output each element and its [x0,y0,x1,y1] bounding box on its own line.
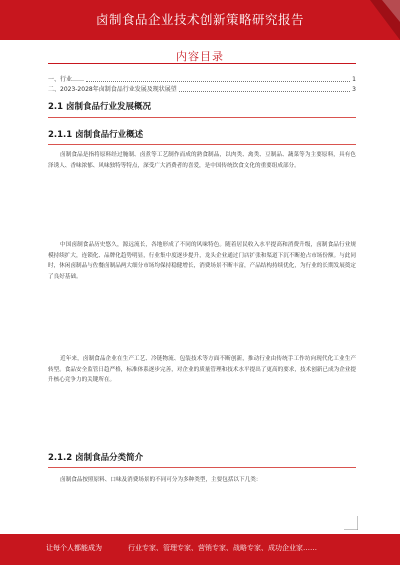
toc-entry[interactable] [48,75,356,84]
toc-entry-label: 二、2023-2028年卤制食品行业发展及现状展望 [48,86,177,93]
report-title: 卤制食品企业技术创新策略研究报告 [95,12,304,27]
report-header-bar [0,0,400,40]
toc-entry[interactable] [48,85,356,94]
page-corner-mark [344,516,358,530]
toc-leader-dots [179,85,350,92]
footer-slogan-text: 行业专家、管理专家、营销专家、战略专家、成功企业家…… [128,544,317,552]
section-divider [48,467,356,468]
toc-entry-label: 一、行业…… [48,76,85,83]
subsection-heading: 2.1.2 卤制食品分类简介 [48,453,144,463]
section-heading: 2.1 卤制食品行业发展概况 [48,102,152,112]
toc-divider [48,63,356,64]
footer-slogan-prefix: 让每个人都能成为 [46,544,102,552]
section-divider [48,144,356,145]
toc-entry-page: 1 [352,76,356,83]
body-paragraph: 卤制食品是指将原料经过腌制、卤煮等工艺制作而成的熟食制品，以肉类、禽类、豆制品、蔬菜等为主要原料，具有色泽诱人、香味浓郁、风味独特等特点，深受广大消费者的喜爱，是中国传统饮食文化的重要组成部分。 [48,152,356,169]
body-paragraph: 卤制食品按照原料、口味及消费场景的不同可分为多种类型，主要包括以下几类： [60,477,262,483]
toc-title: 内容目录 [176,50,224,63]
subsection-heading: 2.1.1 卤制食品行业概述 [48,130,144,140]
body-paragraph: 中国卤制食品历史悠久，源远流长，各地形成了不同的风味特色。随着居民收入水平提高和消费升级，卤制食品行业规模持续扩大，连锁化、品牌化趋势明显，行业集中度逐步提升，龙头企业通过门店扩张和渠道下沉不断抢占市场份额。与此同时，休闲卤制品与佐餐卤制品两大细分市场均保持稳健增长，消费场景不断丰富，产品结构持续优化，为行业的长期发展奠定了良好基础。 [48,242,356,280]
toc-entry-page: 3 [352,86,356,93]
body-paragraph: 近年来，卤制食品企业在生产工艺、冷链物流、包装技术等方面不断创新，推动行业由传统手工作坊向现代化工业生产转型。食品安全监管日趋严格，标准体系逐步完善，对企业的质量管理和技术水平提出了更高的要求，技术创新已成为企业提升核心竞争力的关键所在。 [48,356,356,383]
footer-slogan-bar [0,534,400,565]
toc-leader-dots [86,75,350,82]
section-divider [48,117,356,118]
